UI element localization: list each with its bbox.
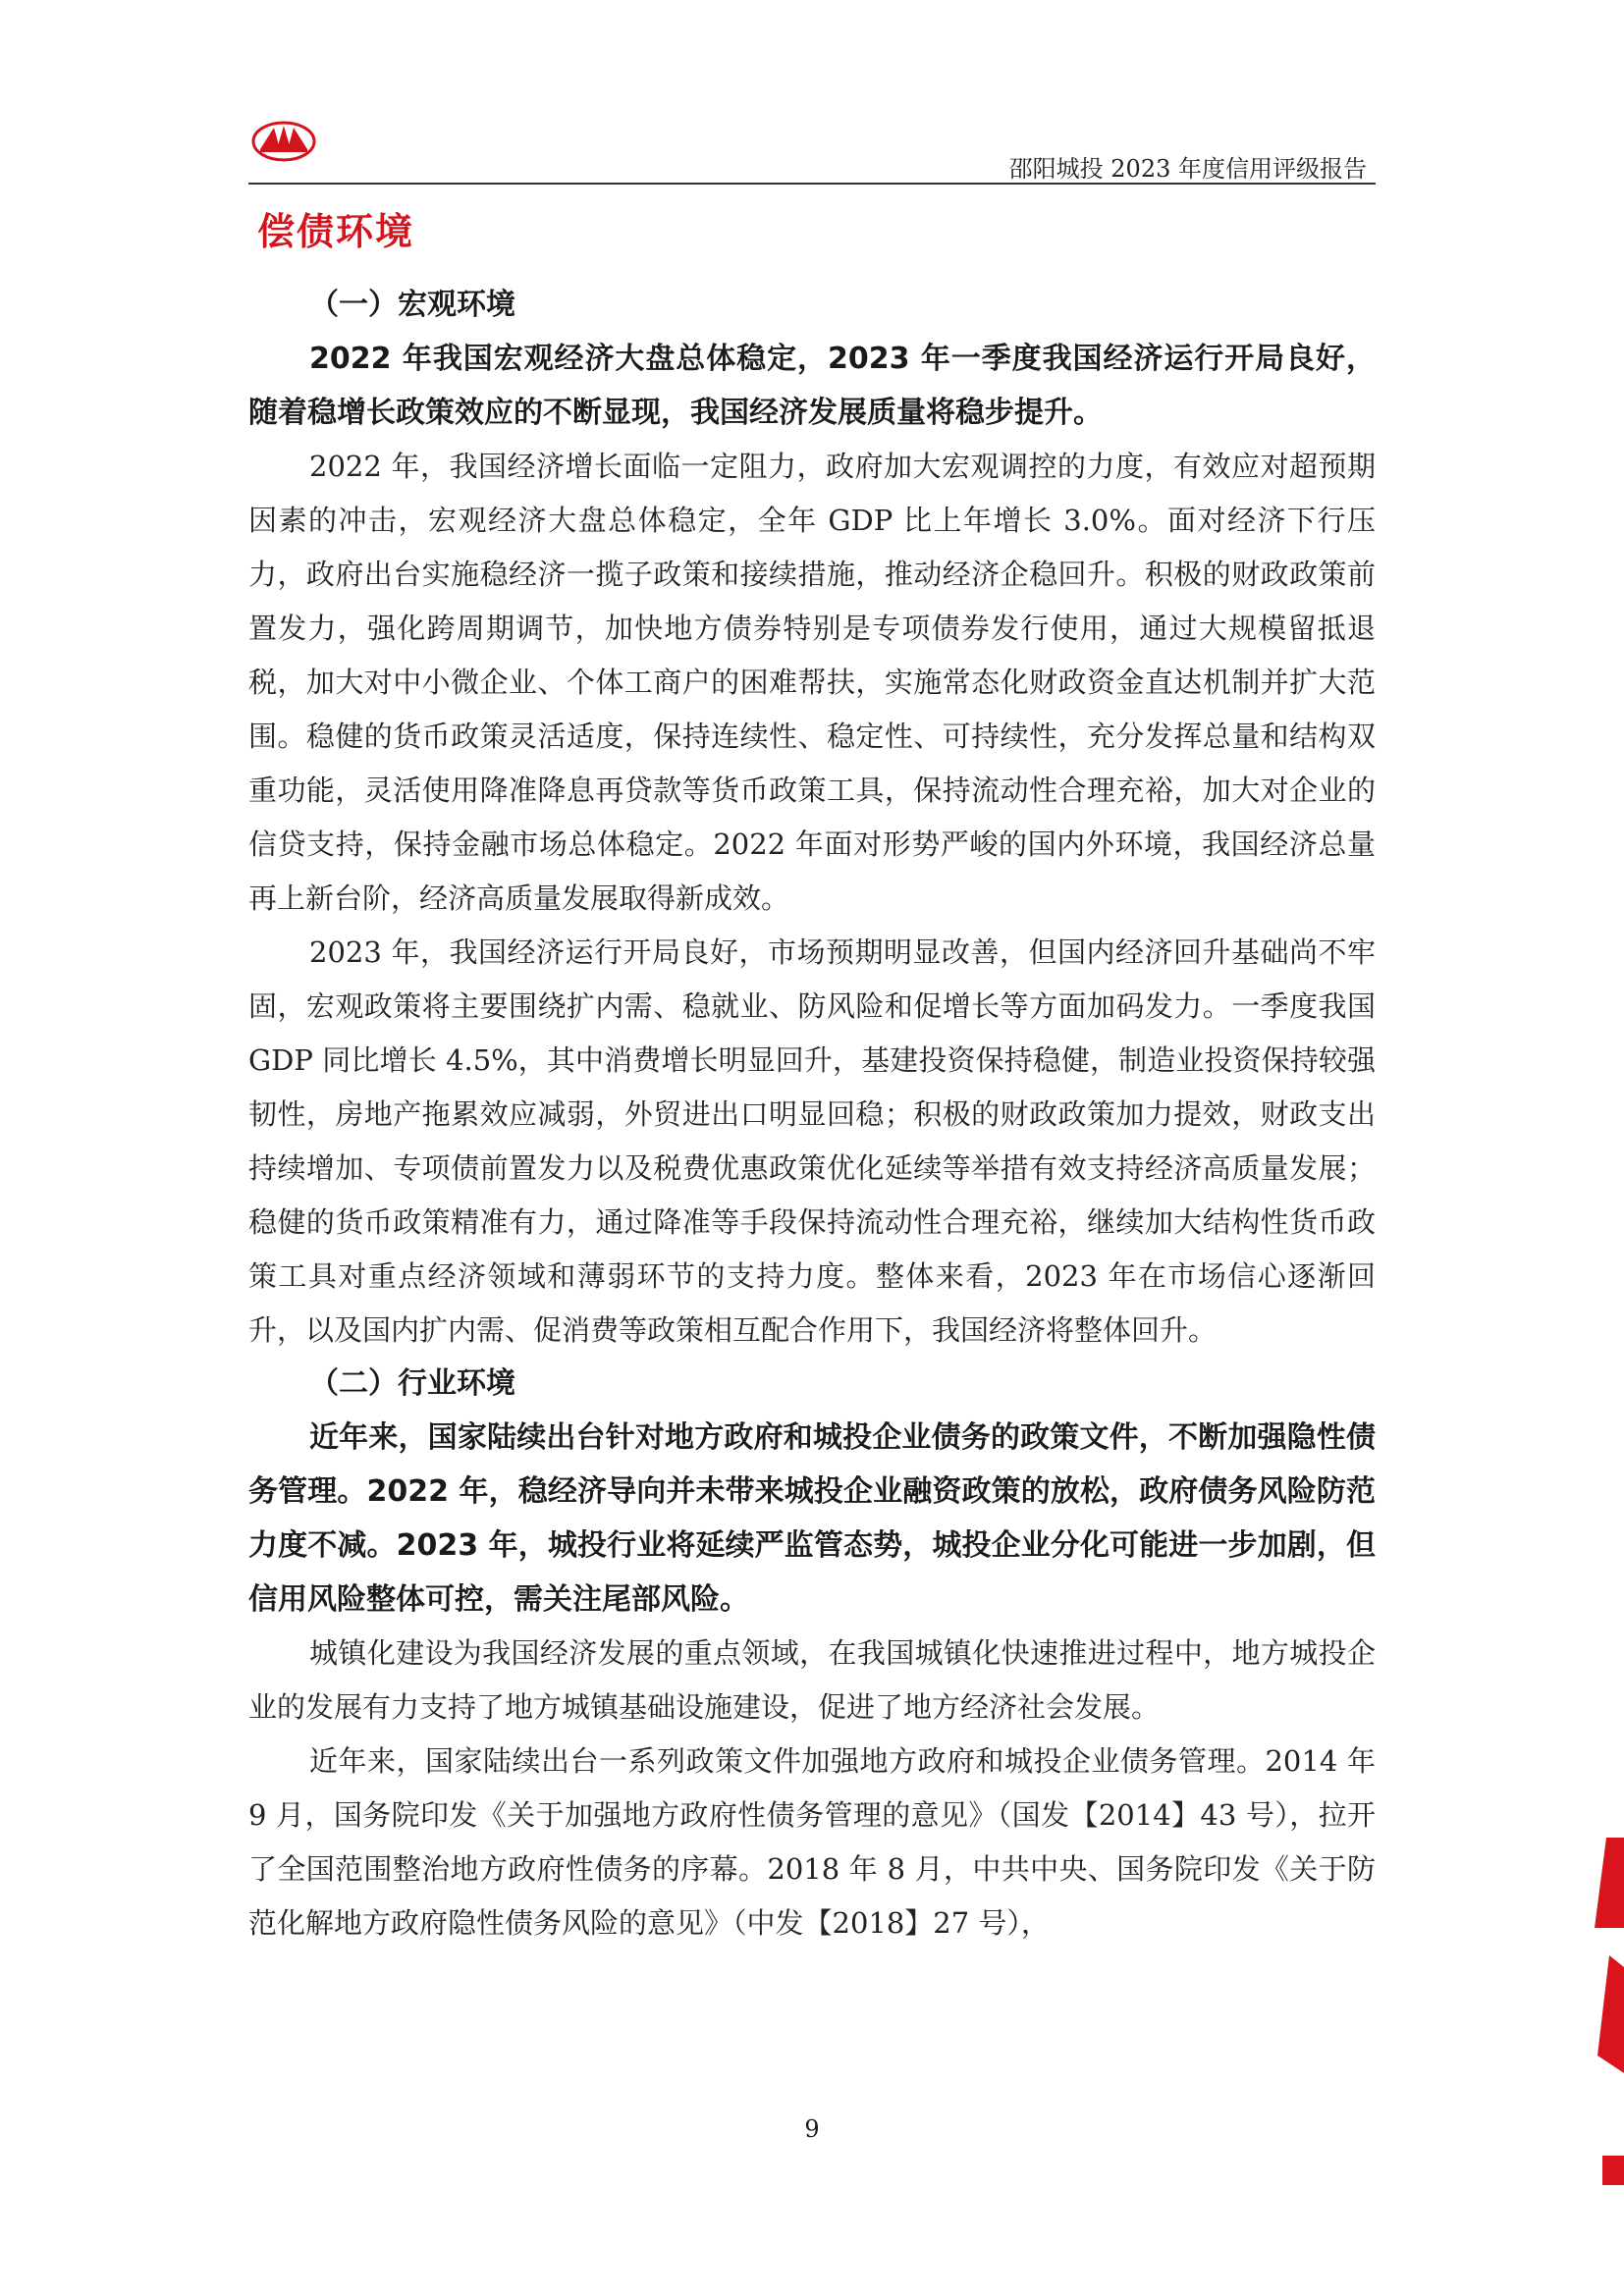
page-number: 9 bbox=[804, 2115, 820, 2143]
section-title: 偿债环境 bbox=[257, 210, 415, 253]
industry-heading: （二）行业环境 bbox=[309, 1366, 515, 1401]
macro-paragraph-1: 2022 年，我国经济增长面临一定阻力，政府加大宏观调控的力度，有效应对超预期因素的冲击，宏观经济大盘总体稳定，全年 GDP 比上年增长 3.0%。面对经济下行压力，政府出台实施稳经济一揽子政策和接续措施，推动经济企稳回升。积极的财政政策前置发力，强化跨周期调节，加快地方债券特别是专项债券发行使用，通过大规模留抵退税，加大对中小微企业、个体工商户的困难帮扶，实施常态化财政资金直达机制并扩大范围。稳健的货币政策灵活适度，保持连续性、稳定性、可持续性，充分发挥总量和结构双重功能，灵活使用降准降息再贷款等货币政策工具，保持流动性合理充裕，加大对企业的信贷支持，保持金融市场总体稳定。2022 年面对形势严峻的国内外环境，我国经济总量再上新台阶，经济高质量发展取得新成效。 bbox=[248, 450, 1376, 915]
seal-stamp-fragment bbox=[1595, 1838, 1624, 1928]
seal-stamp-fragment bbox=[1595, 1955, 1624, 2073]
company-logo-icon bbox=[250, 120, 317, 163]
header-title: 邵阳城投 2023 年度信用评级报告 bbox=[1008, 155, 1367, 183]
macro-paragraph-2: 2023 年，我国经济运行开局良好，市场预期明显改善，但国内经济回升基础尚不牢固，宏观政策将主要围绕扩内需、稳就业、防风险和促增长等方面加码发力。一季度我国 GDP 同比增长 4.5%，其中消费增长明显回升，基建投资保持稳健，制造业投资保持较强韧性，房地产拖累效应减弱，外贸进出口明显回稳；积极的财政政策加力提效，财政支出持续增加、专项债前置发力以及税费优惠政策优化延续等举措有效支持经济高质量发展；稳健的货币政策精准有力，通过降准等手段保持流动性合理充裕，继续加大结构性货币政策工具对重点经济领域和薄弱环节的支持力度。整体来看，2023 年在市场信心逐渐回升，以及国内扩内需、促消费等政策相互配合作用下，我国经济将整体回升。 bbox=[248, 935, 1376, 1347]
macro-lead: 2022 年我国宏观经济大盘总体稳定，2023 年一季度我国经济运行开局良好，随着稳增长政策效应的不断显现，我国经济发展质量将稳步提升。 bbox=[248, 342, 1376, 430]
industry-paragraph-1: 城镇化建设为我国经济发展的重点领域，在我国城镇化快速推进过程中，地方城投企业的发展有力支持了地方城镇基础设施建设，促进了地方经济社会发展。 bbox=[248, 1636, 1376, 1724]
report-body bbox=[248, 279, 1376, 1950]
industry-lead: 近年来，国家陆续出台针对地方政府和城投企业债务的政策文件，不断加强隐性债务管理。2022 年，稳经济导向并未带来城投企业融资政策的放松，政府债务风险防范力度不减。2023 年，城投行业将延续严监管态势，城投企业分化可能进一步加剧，但信用风险整体可控，需关注尾部风险。 bbox=[248, 1420, 1376, 1617]
macro-heading: （一）宏观环境 bbox=[309, 288, 515, 322]
header-divider bbox=[248, 183, 1376, 185]
seal-stamp-fragment bbox=[1602, 2156, 1624, 2185]
industry-paragraph-2: 近年来，国家陆续出台一系列政策文件加强地方政府和城投企业债务管理。2014 年 9 月，国务院印发《关于加强地方政府性债务管理的意见》（国发【2014】43 号），拉开了全国范围整治地方政府性债务的序幕。2018 年 8 月，中共中央、国务院印发《关于防范化解地方政府隐性债务风险的意见》（中发【2018】27 号）， bbox=[248, 1744, 1376, 1940]
